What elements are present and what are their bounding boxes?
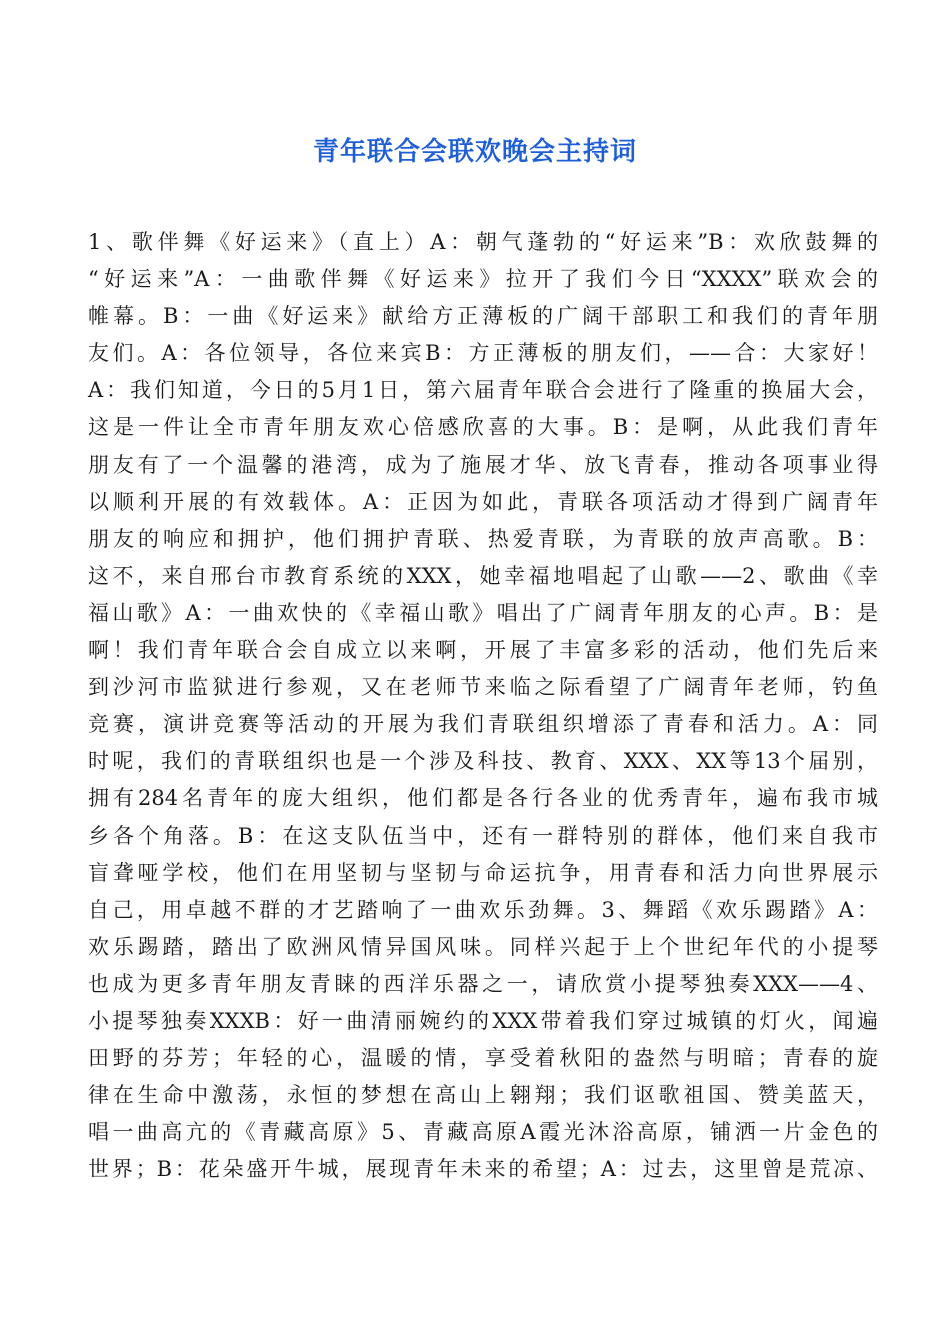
- document-body: [88, 224, 878, 1188]
- body-line: 这不，来自邢台市教育系统的XXX，她幸福地唱起了山歌——2、歌曲《幸: [88, 563, 878, 588]
- body-line: 到沙河市监狱进行参观，又在老师节来临之际看望了广阔青年老师，钓鱼: [88, 675, 878, 700]
- body-line: 欢乐踢踏，踏出了欧洲风情异国风味。同样兴起于上个世纪年代的小提琴: [88, 934, 878, 959]
- body-line: 小提琴独奏XXXB：好一曲清丽婉约的XXX带着我们穿过城镇的灯火，闻遍: [88, 1008, 878, 1033]
- document-title: 青年联合会联欢晚会主持词: [312, 137, 637, 167]
- body-line: 盲聋哑学校，他们在用坚韧与坚韧与命运抗争，用青春和活力向世界展示: [88, 860, 878, 885]
- body-line: 友们。A：各位领导，各位来宾B：方正薄板的朋友们，——合：大家好！: [88, 341, 878, 366]
- body-line: 唱一曲高亢的《青藏高原》5、青藏高原A霞光沐浴高原，铺洒一片金色的: [88, 1120, 878, 1145]
- body-line: A：我们知道，今日的5月1日，第六届青年联合会进行了隆重的换届大会，: [88, 378, 878, 403]
- body-line: 啊！我们青年联合会自成立以来啊，开展了丰富多彩的活动，他们先后来: [88, 638, 878, 663]
- body-line: 乡各个角落。B：在这支队伍当中，还有一群特别的群体，他们来自我市: [88, 823, 878, 848]
- body-line: 自己，用卓越不群的才艺踏响了一曲欢乐劲舞。3、舞蹈《欢乐踢踏》A：: [88, 897, 878, 922]
- body-line: 朋友有了一个温馨的港湾，成为了施展才华、放飞青春，推动各项事业得: [88, 452, 878, 477]
- body-line: 福山歌》A：一曲欢快的《幸福山歌》唱出了广阔青年朋友的心声。B：是: [88, 600, 878, 625]
- body-line: 世界；B：花朵盛开牛城，展现青年未来的希望；A：过去，这里曾是荒凉、: [88, 1157, 878, 1182]
- body-line: 帷幕。B：一曲《好运来》献给方正薄板的广阔干部职工和我们的青年朋: [88, 304, 878, 329]
- body-line: 这是一件让全市青年朋友欢心倍感欣喜的大事。B：是啊，从此我们青年: [88, 415, 878, 440]
- body-line: 1、歌伴舞《好运来》（直上）A：朝气蓬勃的“好运来”B：欢欣鼓舞的: [88, 230, 878, 254]
- body-line: 时呢，我们的青联组织也是一个涉及科技、教育、XXX、XX等13个届别，: [88, 749, 878, 774]
- body-line: 朋友的响应和拥护，他们拥护青联、热爱青联，为青联的放声高歌。B：: [88, 526, 878, 551]
- body-line: 拥有284名青年的庞大组织，他们都是各行各业的优秀青年，遍布我市城: [88, 786, 878, 811]
- body-line: 田野的芬芳；年轻的心，温暖的情，享受着秋阳的盎然与明暗；青春的旋: [88, 1046, 878, 1071]
- body-line: 也成为更多青年朋友青睐的西洋乐器之一，请欣赏小提琴独奏XXX——4、: [88, 971, 878, 996]
- body-line: “好运来”A：一曲歌伴舞《好运来》拉开了我们今日“XXXX”联欢会的: [88, 267, 878, 292]
- body-line: 以顺利开展的有效载体。A：正因为如此，青联各项活动才得到广阔青年: [88, 489, 878, 514]
- body-line: 竞赛，演讲竞赛等活动的开展为我们青联组织增添了青春和活力。A：同: [88, 712, 878, 737]
- body-line: 律在生命中激荡，永恒的梦想在高山上翱翔；我们讴歌祖国、赞美蓝天，: [88, 1083, 878, 1108]
